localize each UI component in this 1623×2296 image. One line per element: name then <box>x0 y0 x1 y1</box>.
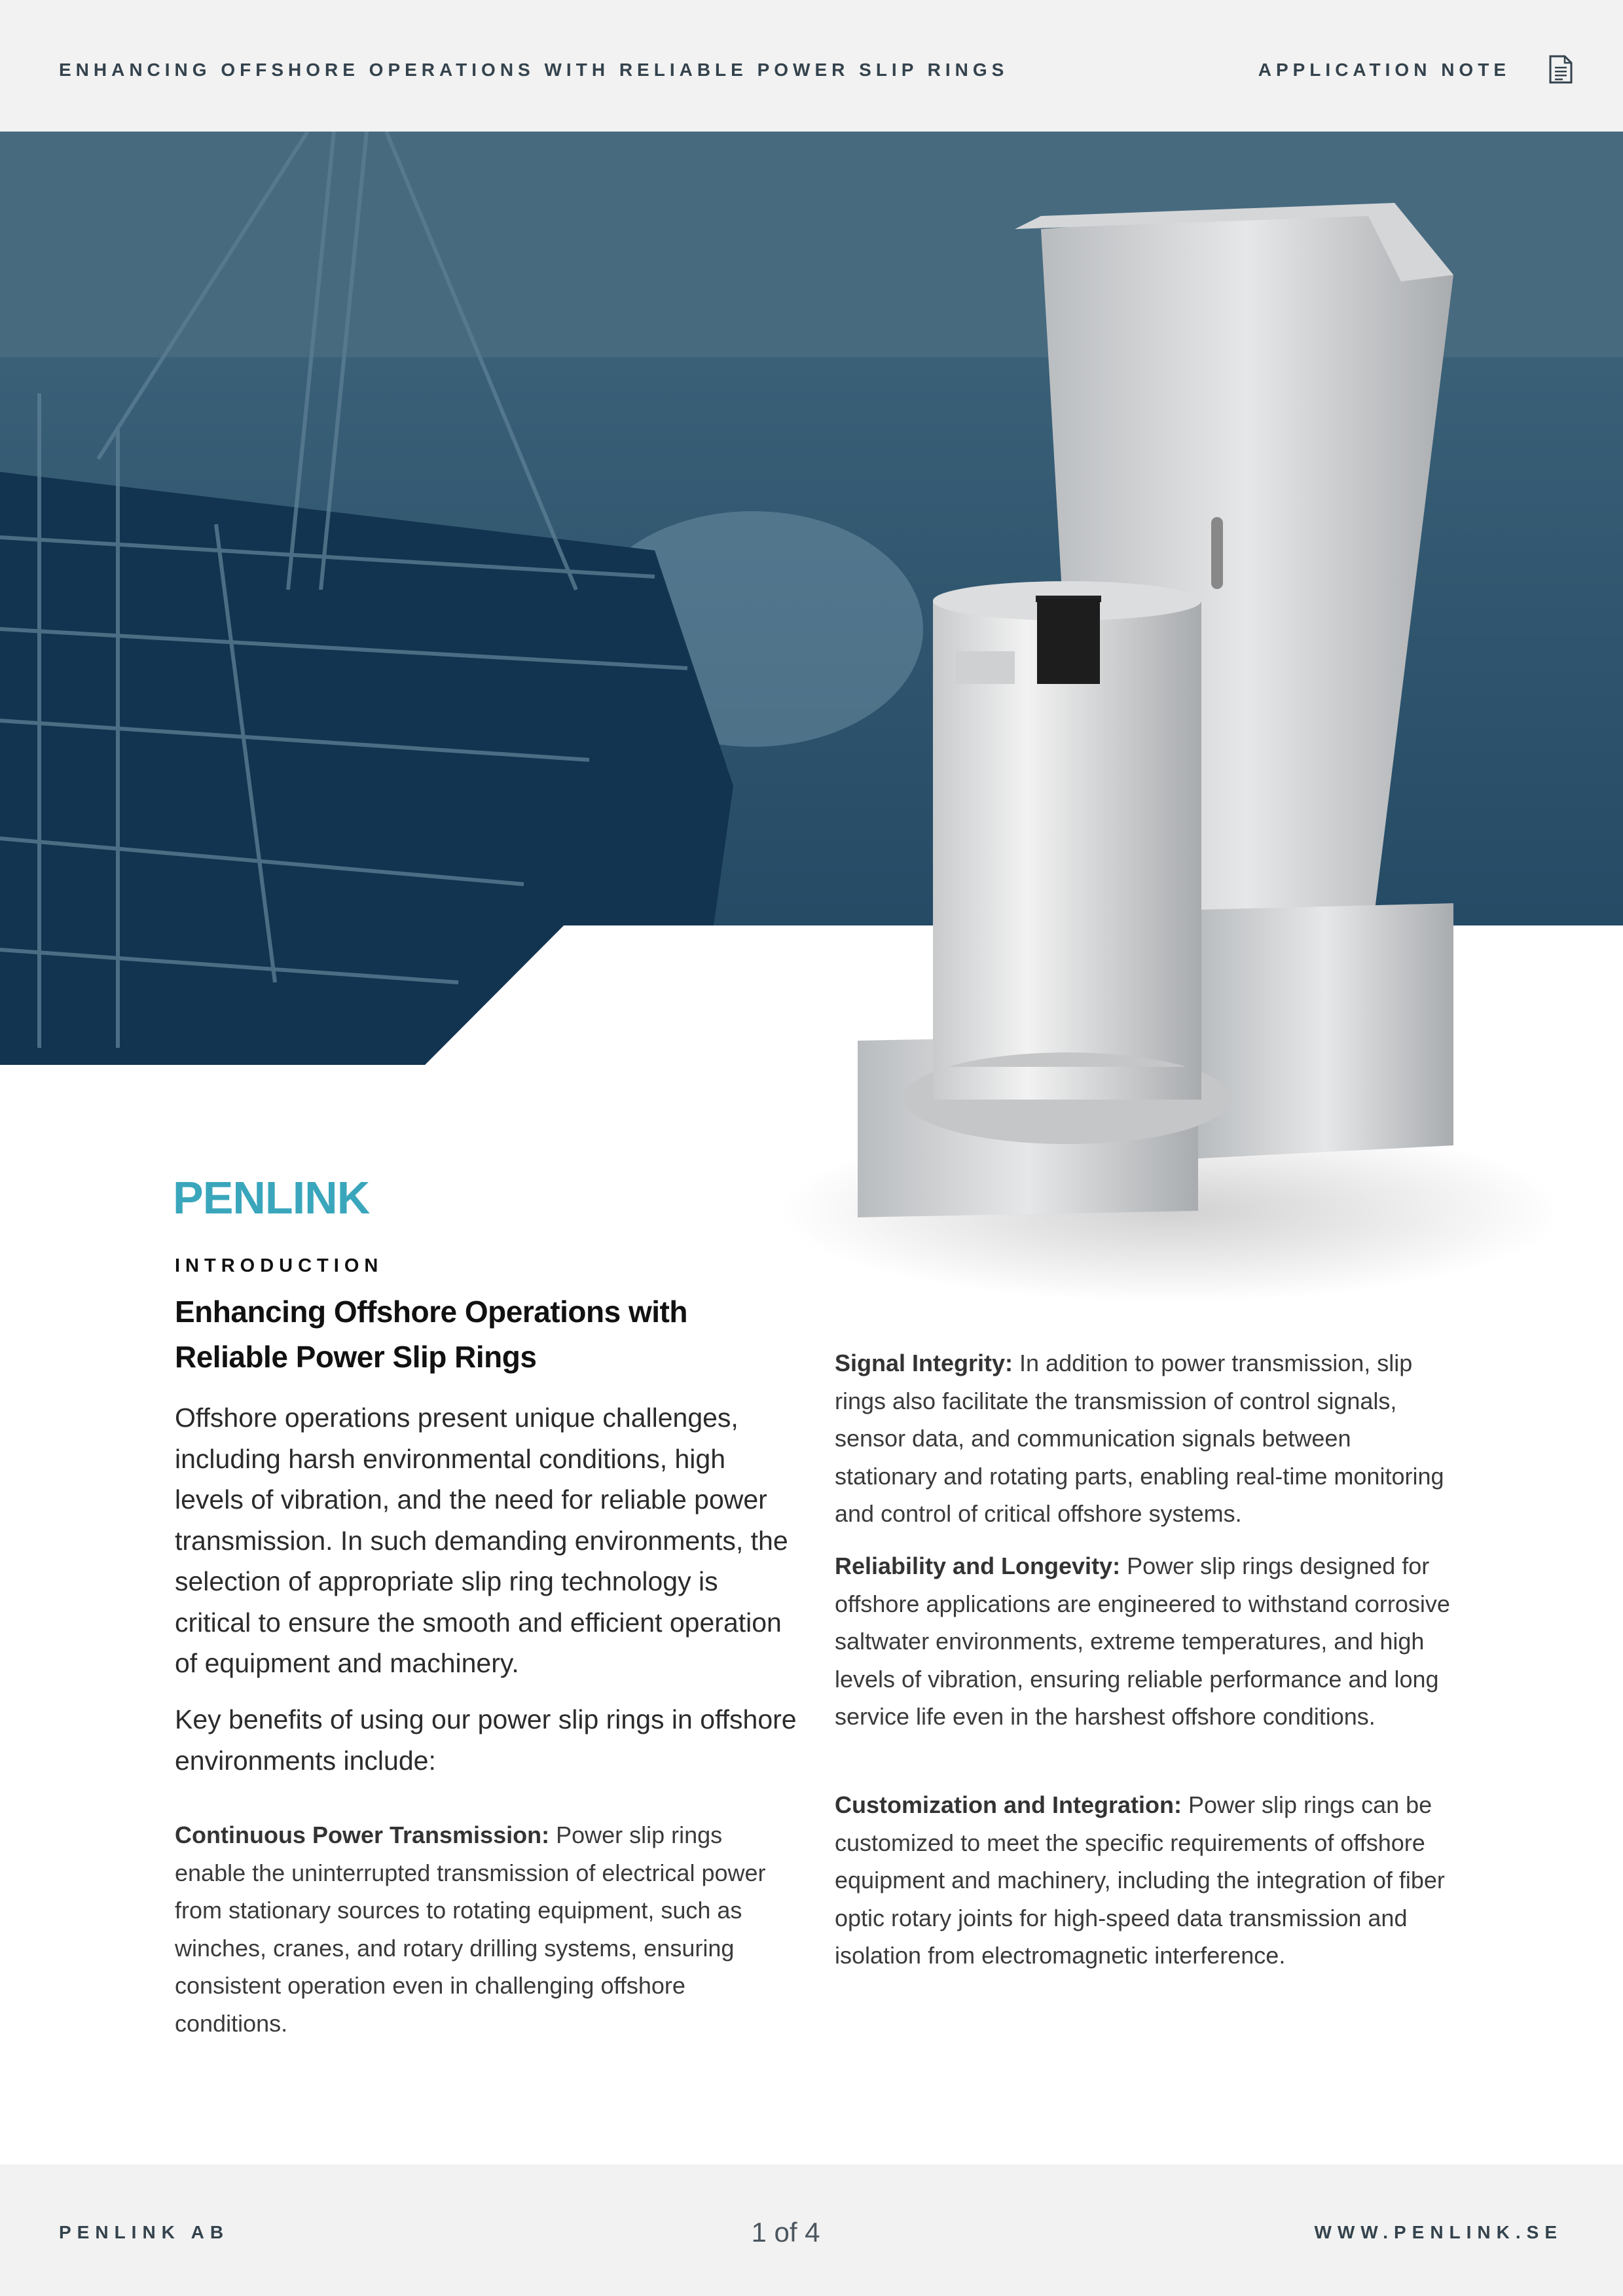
benefit-title: Signal Integrity: <box>835 1350 1013 1376</box>
header-title: ENHANCING OFFSHORE OPERATIONS WITH RELIABLE POWER SLIP RINGS <box>59 60 1009 80</box>
footer-website-link[interactable]: WWW.PENLINK.SE <box>1314 2222 1563 2242</box>
section-eyebrow: INTRODUCTION <box>175 1255 384 1276</box>
benefit-text: Power slip rings can be customized to meet the specific requirements of offshore equipment and machinery, including the integration of fiber optic rotary joints for high-speed data transmission and isolation from electromagnetic interference. <box>835 1791 1445 1969</box>
benefits-intro-paragraph: Key benefits of using our power slip rings in offshore environments include: <box>175 1704 797 1776</box>
benefit-signal-integrity <box>835 1344 1453 1533</box>
benefit-title: Continuous Power Transmission: <box>175 1821 550 1848</box>
benefit-text: In addition to power transmission, slip rings also facilitate the transmission of control signals, sensor data, and communication signals between stationary and rotating parts, enabling real-time monitoring and control of critical offshore systems. <box>835 1350 1444 1527</box>
benefit-title: Reliability and Longevity: <box>835 1552 1121 1579</box>
benefit-reliability <box>835 1547 1453 1736</box>
power-slip-ring-product-image <box>753 190 1552 1302</box>
benefit-customization <box>835 1786 1453 1975</box>
penlink-logo: PENLINK <box>173 1172 370 1223</box>
benefit-text: Power slip rings enable the uninterrupted transmission of electrical power from stationary sources to rotating equipment, such as winches, cranes, and rotary drilling systems, ensuring consistent operation even in challenging offshore conditions. <box>175 1821 766 2037</box>
footer-company: PENLINK AB <box>59 2222 230 2242</box>
benefit-text: Power slip rings designed for offshore applications are engineered to withstand corrosive saltwater environments, extreme temperatures, and high levels of vibration, ensuring reliable performance and long service life even in the harshest offshore conditions. <box>835 1552 1450 1730</box>
intro-paragraph: Offshore operations present unique challenges, including harsh environmental conditions, high levels of vibration, and the need for reliable power transmission. In such demanding environments, the selection of appropriate slip ring technology is critical to ensure the smooth and efficient operation of equipment and machinery. <box>175 1403 788 1678</box>
page-footer <box>0 2164 1623 2296</box>
section-title: Enhancing Offshore Operations with Reliable Power Slip Rings <box>175 1295 687 1374</box>
page-header <box>0 0 1623 132</box>
benefit-continuous-power <box>175 1816 793 2042</box>
document-icon <box>1549 55 1573 84</box>
benefit-title: Customization and Integration: <box>835 1791 1182 1818</box>
document-type-label: APPLICATION NOTE <box>1258 60 1510 80</box>
page-number: 1 of 4 <box>751 2217 820 2248</box>
